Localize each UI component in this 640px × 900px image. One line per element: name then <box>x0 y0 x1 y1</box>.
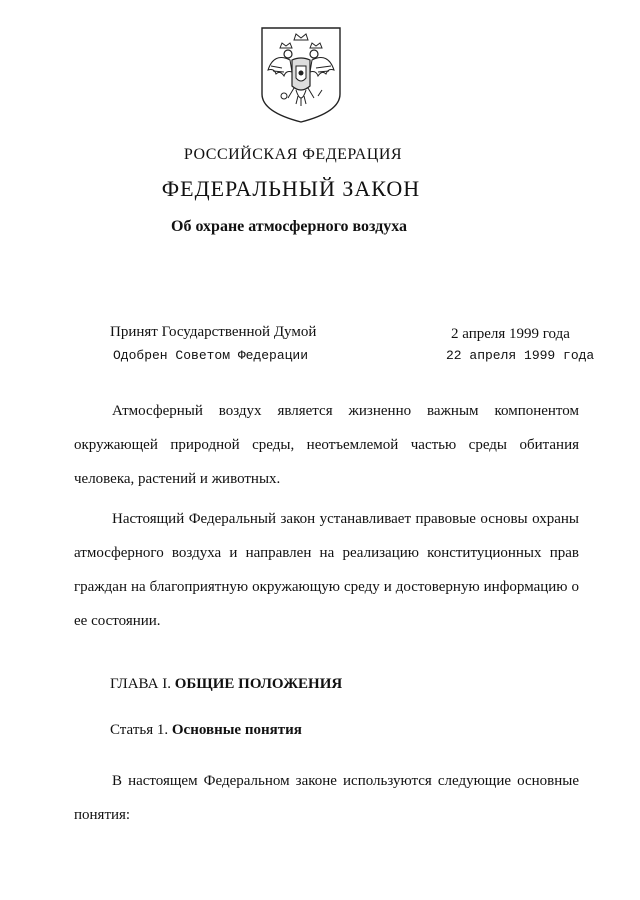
article-heading <box>110 722 302 739</box>
chapter-title: ОБЩИЕ ПОЛОЖЕНИЯ <box>174 676 343 692</box>
document-type: ФЕДЕРАЛЬНЫЙ ЗАКОН <box>161 176 421 201</box>
duma-adoption-label: Принят Государственной Думой <box>110 324 317 340</box>
coat-of-arms-icon <box>260 26 342 124</box>
council-approval-date: 22 апреля 1999 года <box>446 348 595 363</box>
law-title: Об охране атмосферного воздуха <box>171 218 407 235</box>
article-title: Основные понятия <box>171 722 302 738</box>
chapter-heading <box>110 676 342 693</box>
country-name: РОССИЙСКАЯ ФЕДЕРАЦИЯ <box>183 146 403 163</box>
preamble-paragraph-2: Настоящий Федеральный закон устанавливает правовые основы охраны атмосферного воздуха и направлен на реализацию конституционных прав граждан на благоприятную окружающую среду и достоверную информацию о ее состоянии. <box>74 511 579 629</box>
article-prefix: Статья 1. <box>110 722 169 738</box>
article-paragraph: В настоящем Федеральном законе используются следующие основные понятия: <box>74 773 579 823</box>
council-approval-label: Одобрен Советом Федерации <box>113 348 309 363</box>
chapter-prefix: ГЛАВА I. <box>110 676 171 692</box>
preamble-paragraph-1: Атмосферный воздух является жизненно важным компонентом окружающей природной среды, неотъемлемой частью среды обитания человека, растений и животных. <box>74 403 579 487</box>
duma-adoption-date: 2 апреля 1999 года <box>451 326 570 342</box>
